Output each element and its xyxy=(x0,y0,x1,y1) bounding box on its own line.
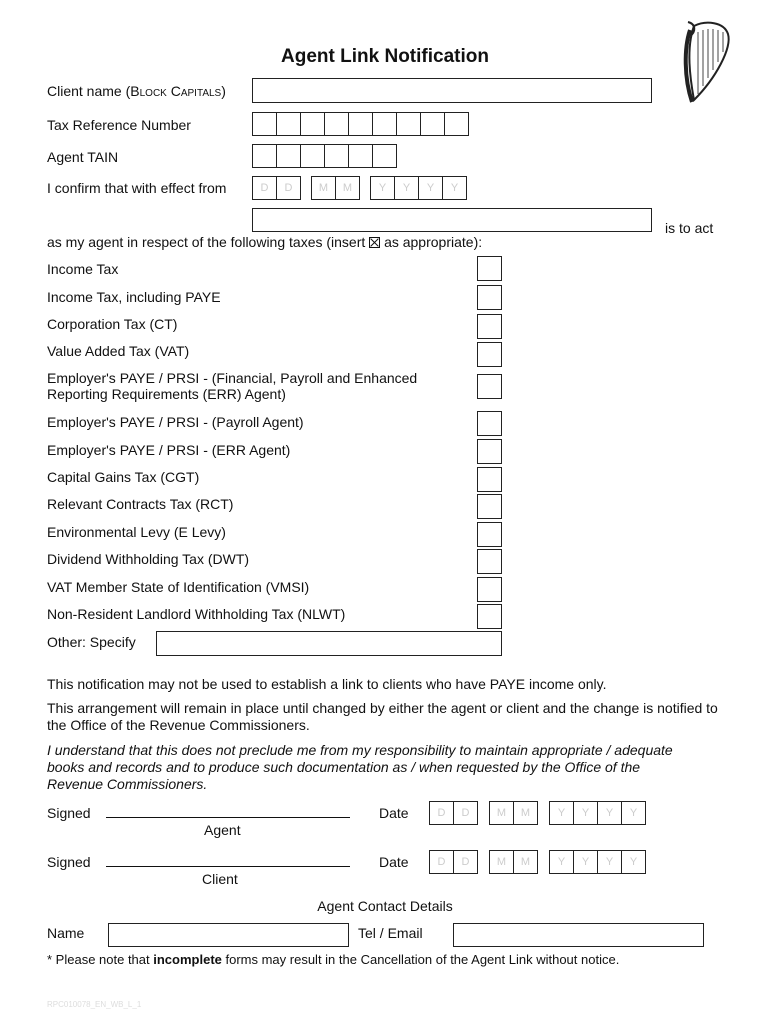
agent-name-input[interactable] xyxy=(252,208,652,232)
tax-checkbox-rct[interactable] xyxy=(477,494,502,519)
client-date-month[interactable]: M M xyxy=(489,850,538,874)
understand-note: I understand that this does not preclude me from my responsibility to maintain appropriate / adequate books and records and to produce such documentation as / when requested by the Office of the Revenue Commissioners. xyxy=(47,742,673,792)
other-specify-label: Other: Specify xyxy=(47,634,136,650)
agent-date-label: Date xyxy=(379,805,409,821)
tel-email-label: Tel / Email xyxy=(358,925,423,941)
client-date-day[interactable]: D D xyxy=(429,850,478,874)
arrangement-note: This arrangement will remain in place until changed by either the agent or client and the change is notified to the Office of the Revenue Commissioners. xyxy=(47,700,718,733)
confirm-label: I confirm that with effect from xyxy=(47,180,227,196)
incomplete-warning: * Please note that incomplete forms may result in the Cancellation of the Agent Link without notice. xyxy=(47,952,620,967)
tax-checkbox-paye-payroll[interactable] xyxy=(477,411,502,436)
tax-checkbox-income-tax[interactable] xyxy=(477,256,502,281)
agent-date-year[interactable]: Y Y Y Y xyxy=(549,801,646,825)
client-caption: Client xyxy=(202,871,238,887)
effective-year-input[interactable]: Y Y Y Y xyxy=(370,176,467,200)
tel-email-input[interactable] xyxy=(453,923,704,947)
tax-checkbox-dwt[interactable] xyxy=(477,549,502,574)
client-name-label: Client name (Block Capitals) xyxy=(47,83,226,99)
taxes-instruction: as my agent in respect of the following taxes (insert as appropriate): xyxy=(47,234,483,250)
tax-label-e-levy: Environmental Levy (E Levy) xyxy=(47,524,226,540)
tax-label-income-tax: Income Tax xyxy=(47,261,119,277)
client-date-year[interactable]: Y Y Y Y xyxy=(549,850,646,874)
agent-tain-input[interactable] xyxy=(252,144,397,168)
tax-checkbox-e-levy[interactable] xyxy=(477,522,502,547)
tax-checkbox-nlwt[interactable] xyxy=(477,604,502,629)
agent-date-month[interactable]: M M xyxy=(489,801,538,825)
tax-label-paye-payroll: Employer's PAYE / PRSI - (Payroll Agent) xyxy=(47,414,304,430)
client-signature-line[interactable] xyxy=(106,865,350,867)
client-date-label: Date xyxy=(379,854,409,870)
tax-label-income-tax-paye: Income Tax, including PAYE xyxy=(47,289,221,305)
tax-checkbox-ct[interactable] xyxy=(477,314,502,339)
agent-date-day[interactable]: D D xyxy=(429,801,478,825)
tax-label-ct: Corporation Tax (CT) xyxy=(47,316,178,332)
tax-label-vat: Value Added Tax (VAT) xyxy=(47,343,190,359)
tax-ref-input[interactable] xyxy=(252,112,469,136)
signed-client-label: Signed xyxy=(47,854,91,870)
tax-label-cgt: Capital Gains Tax (CGT) xyxy=(47,469,200,485)
effective-month-input[interactable]: M M xyxy=(311,176,360,200)
is-to-act-label: is to act xyxy=(665,220,714,236)
tax-label-paye-err-agent: Employer's PAYE / PRSI - (ERR Agent) xyxy=(47,442,291,458)
harp-emblem-icon xyxy=(676,18,736,104)
signed-agent-label: Signed xyxy=(47,805,91,821)
tax-label-nlwt: Non-Resident Landlord Withholding Tax (NLWT) xyxy=(47,606,346,622)
effective-day-input[interactable]: D D xyxy=(252,176,301,200)
other-specify-input[interactable] xyxy=(156,631,502,656)
paye-only-note: This notification may not be used to establish a link to clients who have PAYE income only. xyxy=(47,676,607,692)
agent-signature-line[interactable] xyxy=(106,816,350,818)
tax-checkbox-paye-err-agent[interactable] xyxy=(477,439,502,464)
tax-checkbox-income-tax-paye[interactable] xyxy=(477,285,502,310)
tax-checkbox-paye-err[interactable] xyxy=(477,374,502,399)
form-code: RPC010078_EN_WB_L_1 xyxy=(47,1000,142,1009)
page-title: Agent Link Notification xyxy=(281,46,489,67)
tax-checkbox-vat[interactable] xyxy=(477,342,502,367)
tax-ref-label: Tax Reference Number xyxy=(47,117,191,133)
cross-box-icon xyxy=(369,237,380,248)
contact-name-label: Name xyxy=(47,925,85,941)
contact-name-input[interactable] xyxy=(108,923,349,947)
tax-checkbox-cgt[interactable] xyxy=(477,467,502,492)
tax-label-rct: Relevant Contracts Tax (RCT) xyxy=(47,496,234,512)
agent-caption: Agent xyxy=(204,822,241,838)
tax-label-paye-err: Employer's PAYE / PRSI - (Financial, Payroll and Enhanced Reporting Requirements (ERR) Agent) xyxy=(47,370,418,402)
contact-heading: Agent Contact Details xyxy=(317,898,453,914)
tax-label-dwt: Dividend Withholding Tax (DWT) xyxy=(47,551,250,567)
tax-label-vmsi: VAT Member State of Identification (VMSI) xyxy=(47,579,310,595)
tax-checkbox-vmsi[interactable] xyxy=(477,577,502,602)
agent-tain-label: Agent TAIN xyxy=(47,149,119,165)
client-name-input[interactable] xyxy=(252,78,652,103)
